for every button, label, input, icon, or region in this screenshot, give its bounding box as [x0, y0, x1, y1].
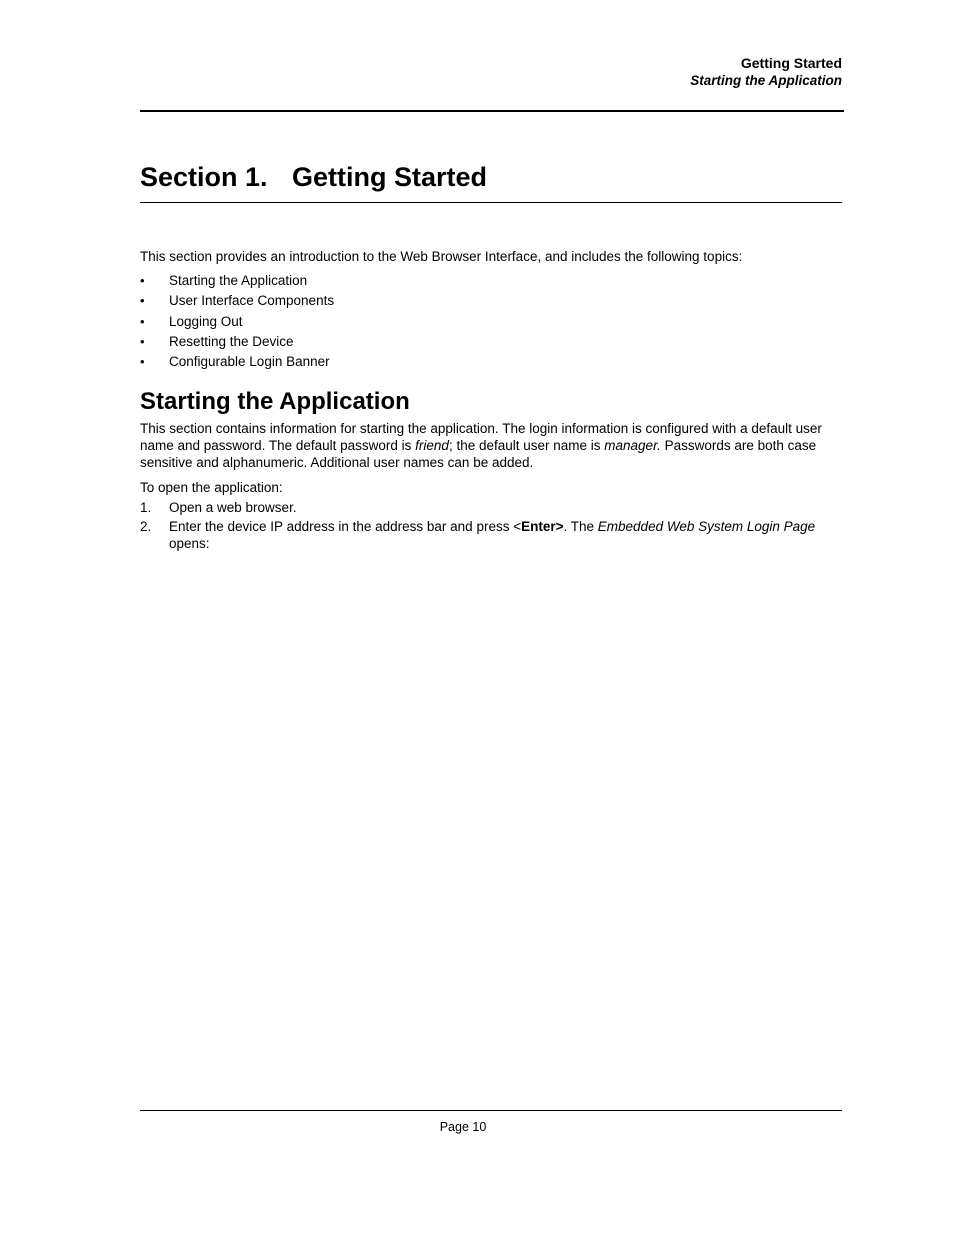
- step-text: Open a web browser.: [169, 500, 297, 515]
- topic-list: [140, 272, 842, 373]
- bullet-icon: •: [140, 333, 145, 349]
- section-number: Section 1.: [140, 162, 268, 192]
- intro-paragraph: This section provides an introduction to the Web Browser Interface, and includes the following topics:: [140, 249, 743, 264]
- step-text: opens:: [169, 536, 210, 551]
- running-header-subsection: Starting the Application: [690, 73, 842, 88]
- topic-label: Configurable Login Banner: [169, 354, 330, 370]
- paragraph-text: ; the default user name is: [448, 438, 605, 453]
- list-item: [140, 518, 842, 552]
- running-header: [690, 55, 842, 90]
- list-item: [140, 313, 842, 333]
- section-title: [140, 160, 842, 194]
- list-item: [140, 353, 842, 373]
- topic-label: Starting the Application: [169, 273, 308, 288]
- list-item: [140, 272, 842, 292]
- footer-rule: [140, 1110, 842, 1111]
- default-username: manager.: [604, 438, 661, 453]
- list-item: [140, 333, 842, 353]
- bullet-icon: •: [140, 293, 145, 309]
- steps-list: [140, 499, 842, 554]
- topic-label: Logging Out: [169, 313, 243, 329]
- list-item: [140, 292, 842, 312]
- enter-key-label: Enter>: [521, 519, 564, 534]
- list-item: [140, 499, 842, 516]
- step-number: 2.: [140, 519, 152, 534]
- bullet-icon: •: [140, 313, 145, 329]
- bullet-icon: •: [140, 273, 145, 288]
- section-title-rule: [140, 202, 842, 203]
- login-page-name: Embedded Web System Login Page: [597, 519, 816, 534]
- page-number: Page 10: [439, 1120, 487, 1134]
- default-password: friend: [415, 438, 449, 453]
- login-info-paragraph: [140, 420, 842, 471]
- topic-label: Resetting the Device: [169, 333, 294, 349]
- step-text: Enter the device IP address in the address bar and press <: [169, 519, 522, 534]
- step-text: . The: [563, 519, 598, 534]
- subsection-heading: Starting the Application: [140, 388, 410, 415]
- bullet-icon: •: [140, 354, 145, 370]
- open-app-intro: To open the application:: [140, 480, 283, 495]
- running-header-chapter: Getting Started: [740, 55, 842, 71]
- header-rule: [140, 110, 844, 112]
- paragraph-text: Passwords are both case sensitive and alphanumeric. Additional user names can be added.: [140, 438, 817, 470]
- section-title-text: Getting Started: [292, 162, 488, 192]
- step-number: 1.: [140, 500, 152, 515]
- paragraph-text: This section contains information for starting the application. The login information is configured with a default user name and password. The default password is: [140, 421, 822, 453]
- topic-label: User Interface Components: [169, 293, 335, 309]
